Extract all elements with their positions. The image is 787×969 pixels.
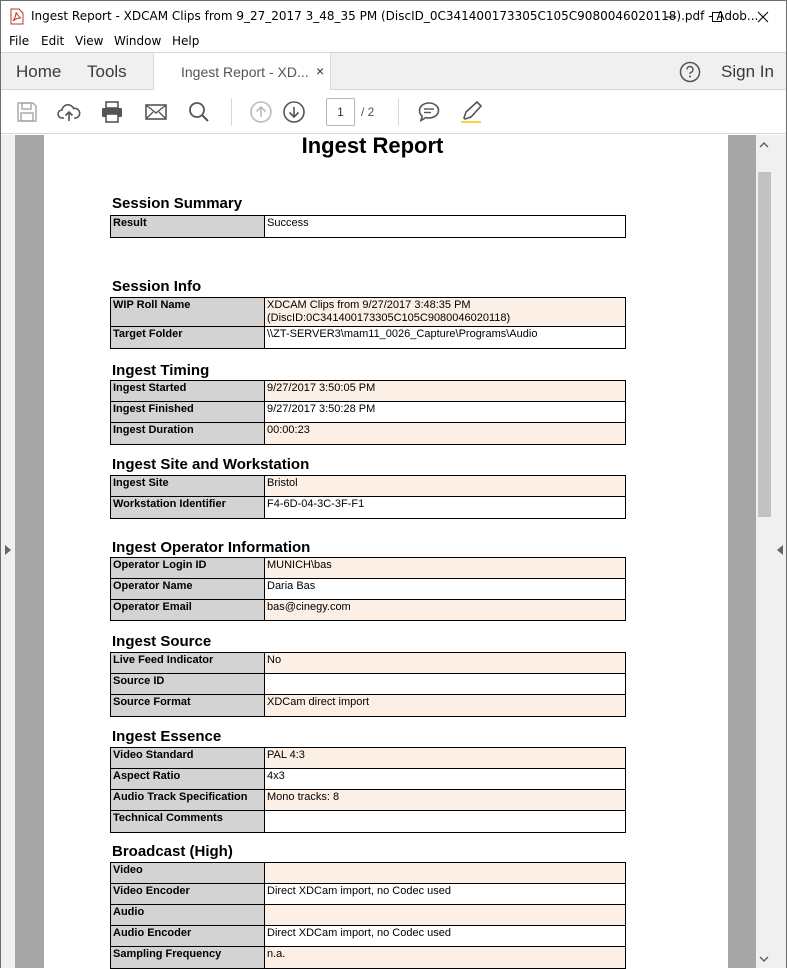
section-title: Session Summary bbox=[112, 195, 243, 212]
row-value: Direct XDCam import, no Codec used bbox=[267, 927, 452, 939]
table-row bbox=[111, 769, 625, 790]
menu-file[interactable]: File bbox=[9, 34, 30, 48]
table-row bbox=[111, 884, 625, 905]
vertical-scrollbar[interactable] bbox=[756, 135, 772, 968]
table-row bbox=[111, 327, 625, 348]
table-row bbox=[111, 216, 625, 237]
row-label: Video Encoder bbox=[111, 884, 265, 904]
row-value: No bbox=[265, 653, 625, 673]
row-value: Bristol bbox=[265, 476, 625, 496]
row-label: Aspect Ratio bbox=[111, 769, 265, 789]
scroll-down-icon[interactable] bbox=[759, 955, 769, 963]
section-table bbox=[110, 862, 626, 969]
tools-tab[interactable]: Tools bbox=[87, 62, 127, 81]
row-label: Technical Comments bbox=[111, 811, 265, 832]
table-row bbox=[111, 748, 625, 769]
section-table bbox=[110, 557, 626, 621]
section-table bbox=[110, 747, 626, 833]
row-label: Ingest Duration bbox=[111, 423, 265, 444]
row-label: Video Standard bbox=[111, 748, 265, 768]
table-row bbox=[111, 811, 625, 832]
highlight-pen-icon[interactable] bbox=[459, 100, 483, 124]
menu-window[interactable]: Window bbox=[114, 34, 162, 48]
home-tab[interactable]: Home bbox=[16, 62, 62, 81]
scrollbar-thumb[interactable] bbox=[758, 172, 771, 517]
page-number-input[interactable]: 1 bbox=[326, 98, 355, 126]
pdf-file-icon bbox=[9, 8, 25, 25]
row-value: 9/27/2017 3:50:05 PM bbox=[265, 381, 625, 401]
section-title: Ingest Essence bbox=[112, 728, 222, 745]
help-icon[interactable] bbox=[679, 61, 701, 83]
row-label: Audio Track Specification bbox=[111, 790, 265, 810]
expand-left-icon bbox=[4, 545, 12, 555]
row-value: bas@cinegy.com bbox=[265, 600, 625, 620]
save-icon[interactable] bbox=[15, 100, 39, 124]
table-row bbox=[111, 600, 625, 620]
row-value: PAL 4:3 bbox=[265, 748, 625, 768]
section-table bbox=[110, 297, 626, 349]
section-table bbox=[110, 215, 626, 238]
row-value: 9/27/2017 3:50:28 PM bbox=[267, 403, 376, 415]
table-row bbox=[111, 298, 625, 327]
close-tab-icon[interactable]: × bbox=[316, 63, 325, 79]
table-row bbox=[111, 674, 625, 695]
title-bar bbox=[1, 1, 786, 32]
document-tab[interactable] bbox=[153, 53, 331, 90]
row-label: Live Feed Indicator bbox=[111, 653, 265, 673]
cloud-upload-icon[interactable] bbox=[57, 100, 81, 124]
table-row bbox=[111, 905, 625, 926]
row-label: Workstation Identifier bbox=[111, 497, 265, 518]
row-value bbox=[265, 674, 625, 694]
table-row bbox=[111, 423, 625, 444]
toolbar bbox=[1, 90, 786, 134]
table-row bbox=[111, 579, 625, 600]
comment-icon[interactable] bbox=[417, 100, 441, 124]
next-page-icon[interactable] bbox=[282, 100, 306, 124]
row-value: MUNICH\bas bbox=[265, 558, 625, 578]
row-value: \\ZT-SERVER3\mam11_0026_Capture\Programs\Audio bbox=[267, 328, 538, 340]
table-row bbox=[111, 476, 625, 497]
table-row bbox=[111, 947, 625, 968]
print-icon[interactable] bbox=[100, 100, 124, 124]
table-row bbox=[111, 653, 625, 674]
right-panel-toggle[interactable] bbox=[772, 135, 786, 968]
section-title: Ingest Operator Information bbox=[112, 539, 311, 556]
close-window-button[interactable] bbox=[740, 1, 786, 32]
section-title: Session Info bbox=[112, 278, 202, 295]
section-title: Ingest Source bbox=[112, 633, 212, 650]
row-value: Mono tracks: 8 bbox=[265, 790, 625, 810]
menu-bar bbox=[1, 32, 786, 52]
section-table bbox=[110, 475, 626, 519]
row-value: n.a. bbox=[265, 947, 625, 968]
table-row bbox=[111, 790, 625, 811]
row-label: WIP Roll Name bbox=[111, 298, 265, 326]
tab-bar bbox=[1, 52, 786, 90]
row-label: Operator Email bbox=[111, 600, 265, 620]
row-label: Source Format bbox=[111, 695, 265, 716]
document-viewport[interactable] bbox=[1, 135, 786, 968]
page-total: / 2 bbox=[361, 105, 375, 119]
table-row bbox=[111, 863, 625, 884]
row-value: XDCam direct import bbox=[265, 695, 625, 716]
row-value: F4-6D-04-3C-3F-F1 bbox=[267, 498, 365, 510]
row-value bbox=[265, 905, 625, 925]
email-icon[interactable] bbox=[144, 100, 168, 124]
window-title: Ingest Report - XDCAM Clips from 9_27_2017 3_48_35 PM (DiscID_0C341400173305C105C9080046020118).pdf - Adob... bbox=[31, 9, 759, 23]
table-row bbox=[111, 402, 625, 423]
row-label: Operator Login ID bbox=[111, 558, 265, 578]
row-label: Sampling Frequency bbox=[111, 947, 265, 968]
section-title: Broadcast (High) bbox=[112, 843, 233, 860]
row-value: Daria Bas bbox=[267, 580, 316, 592]
row-value: Direct XDCam import, no Codec used bbox=[267, 885, 452, 897]
menu-help[interactable]: Help bbox=[172, 34, 200, 48]
row-label: Audio bbox=[111, 905, 265, 925]
section-title: Ingest Timing bbox=[112, 362, 210, 379]
row-value bbox=[265, 811, 625, 832]
scroll-up-icon[interactable] bbox=[759, 141, 769, 149]
section-title: Ingest Site and Workstation bbox=[112, 456, 310, 473]
row-label: Ingest Finished bbox=[111, 402, 265, 422]
close-icon bbox=[757, 11, 769, 23]
maximize-icon bbox=[711, 11, 723, 23]
report-title: Ingest Report bbox=[301, 133, 444, 158]
page-margin-left bbox=[15, 135, 44, 968]
section-table bbox=[110, 380, 626, 445]
table-row bbox=[111, 497, 625, 518]
maximize-button[interactable] bbox=[694, 1, 740, 32]
table-row bbox=[111, 926, 625, 947]
row-label: Audio Encoder bbox=[111, 926, 265, 946]
toolbar-separator bbox=[231, 98, 232, 126]
pdf-page bbox=[44, 135, 728, 968]
minimize-icon bbox=[665, 11, 677, 23]
left-panel-toggle[interactable] bbox=[1, 135, 15, 968]
minimize-button[interactable] bbox=[648, 1, 694, 32]
table-row bbox=[111, 381, 625, 402]
document-tab-label: Ingest Report - XD... bbox=[181, 64, 309, 80]
row-label: Video bbox=[111, 863, 265, 883]
menu-edit[interactable]: Edit bbox=[41, 34, 65, 48]
row-label: Target Folder bbox=[111, 327, 265, 348]
row-value: Success bbox=[267, 217, 309, 229]
row-label: Operator Name bbox=[111, 579, 265, 599]
row-label: Ingest Started bbox=[111, 381, 265, 401]
search-icon[interactable] bbox=[187, 100, 211, 124]
row-label: Ingest Site bbox=[111, 476, 265, 496]
row-value: XDCAM Clips from 9/27/2017 3:48:35 PM (DiscID:0C341400173305C105C9080046020118) bbox=[265, 298, 625, 326]
row-value bbox=[265, 863, 625, 883]
expand-right-icon bbox=[776, 545, 784, 555]
table-row bbox=[111, 558, 625, 579]
table-row bbox=[111, 695, 625, 716]
section-table bbox=[110, 652, 626, 717]
sign-in-button[interactable]: Sign In bbox=[721, 62, 774, 81]
page-margin-right bbox=[728, 135, 756, 968]
toolbar-separator bbox=[398, 98, 399, 126]
row-label: Result bbox=[111, 216, 265, 237]
previous-page-icon[interactable] bbox=[249, 100, 273, 124]
row-value: 00:00:23 bbox=[265, 423, 625, 444]
menu-view[interactable]: View bbox=[75, 34, 104, 48]
row-value: 4x3 bbox=[267, 770, 285, 782]
row-label: Source ID bbox=[111, 674, 265, 694]
